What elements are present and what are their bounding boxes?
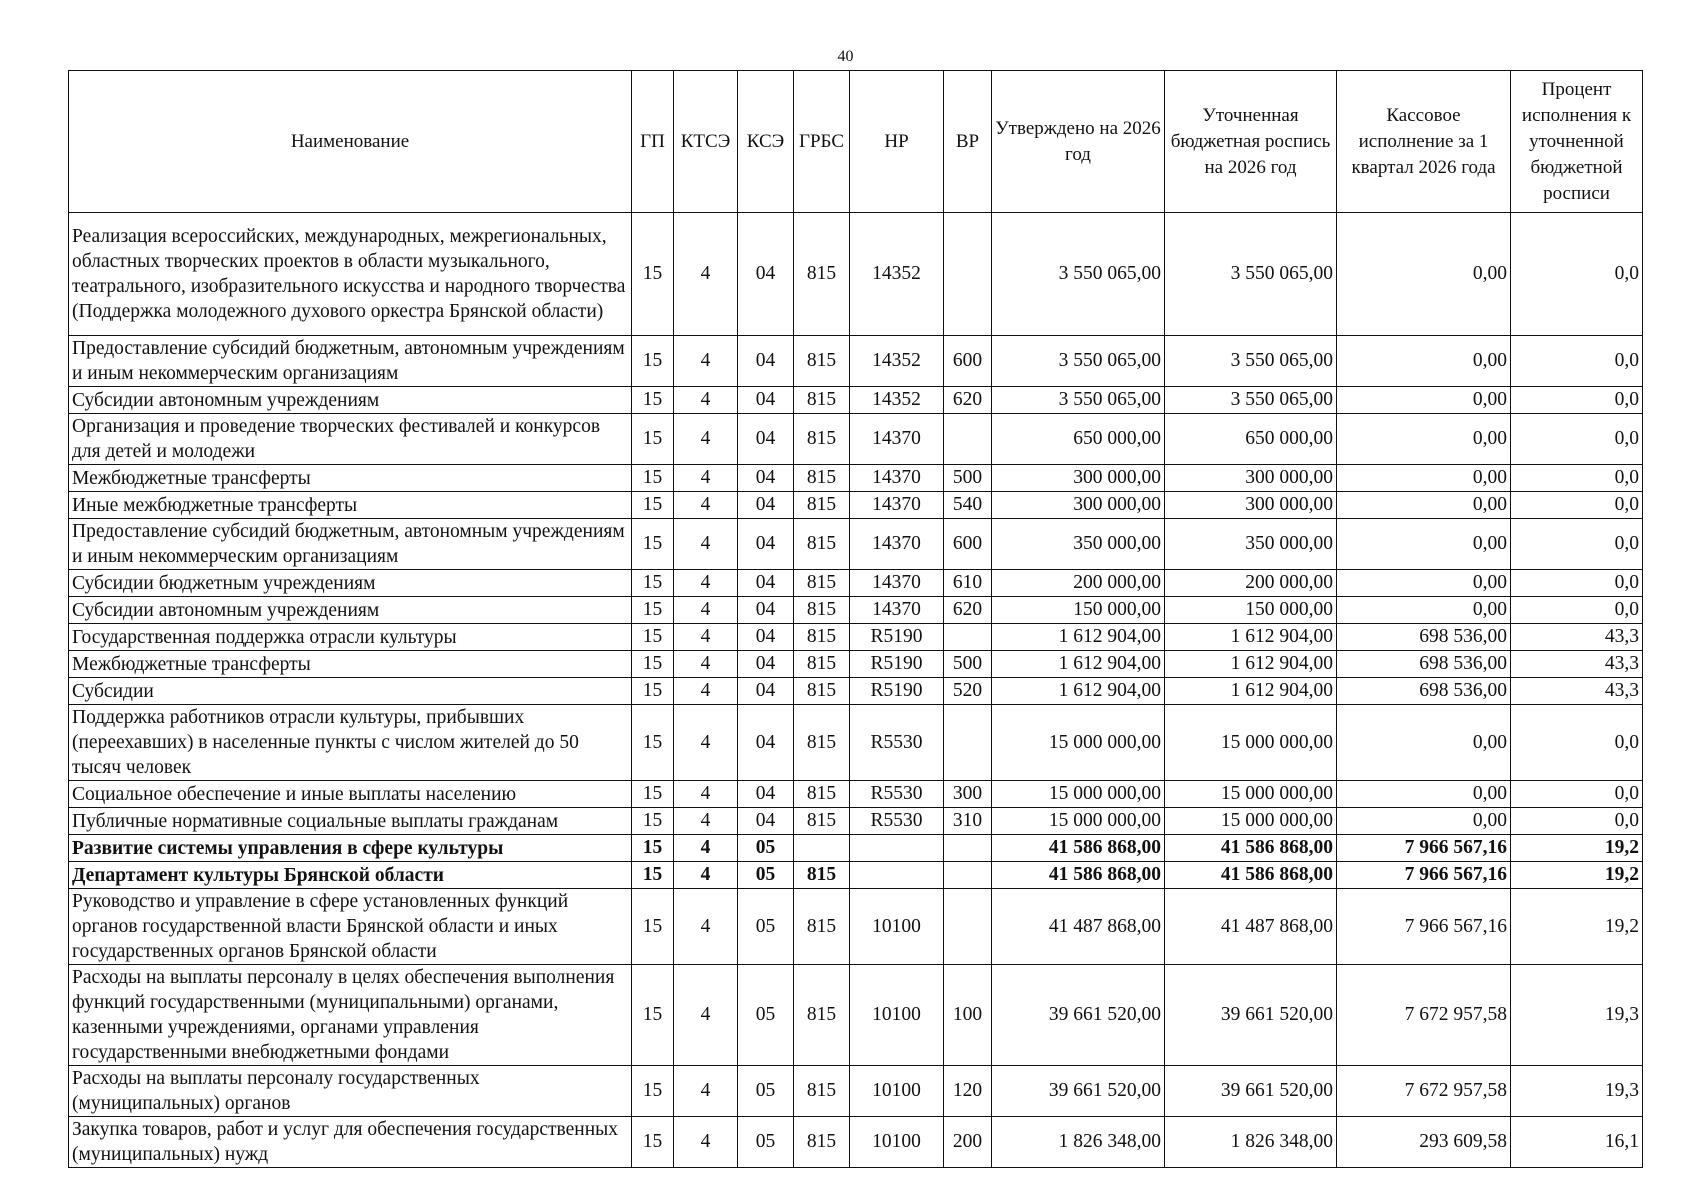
cell-executed: 7 966 567,16 bbox=[1337, 889, 1511, 965]
cell-name: Государственная поддержка отрасли культуры bbox=[69, 624, 632, 651]
cell-refined: 15 000 000,00 bbox=[1165, 705, 1337, 781]
cell-gp: 15 bbox=[632, 678, 674, 705]
cell-vr: 600 bbox=[944, 336, 992, 387]
cell-nr: 14370 bbox=[850, 570, 944, 597]
cell-executed: 0,00 bbox=[1337, 492, 1511, 519]
cell-kse: 04 bbox=[738, 519, 794, 570]
cell-grbs bbox=[794, 835, 850, 862]
cell-approved: 650 000,00 bbox=[992, 414, 1165, 465]
table-row bbox=[69, 387, 1643, 414]
header-executed: Кассовое исполнение за 1 квартал 2026 года bbox=[1337, 71, 1511, 213]
cell-nr: 10100 bbox=[850, 1117, 944, 1168]
cell-executed: 0,00 bbox=[1337, 465, 1511, 492]
cell-ktse: 4 bbox=[674, 597, 738, 624]
cell-approved: 41 586 868,00 bbox=[992, 862, 1165, 889]
header-refined: Уточненная бюджетная роспись на 2026 год bbox=[1165, 71, 1337, 213]
cell-nr: 10100 bbox=[850, 965, 944, 1066]
cell-refined: 650 000,00 bbox=[1165, 414, 1337, 465]
table-row bbox=[69, 624, 1643, 651]
cell-name: Департамент культуры Брянской области bbox=[69, 862, 632, 889]
cell-executed: 0,00 bbox=[1337, 570, 1511, 597]
cell-name: Закупка товаров, работ и услуг для обеспечения государственных (муниципальных) нужд bbox=[69, 1117, 632, 1168]
cell-approved: 41 487 868,00 bbox=[992, 889, 1165, 965]
cell-grbs: 815 bbox=[794, 336, 850, 387]
cell-percent: 0,0 bbox=[1511, 492, 1643, 519]
cell-executed: 7 672 957,58 bbox=[1337, 965, 1511, 1066]
cell-name: Предоставление субсидий бюджетным, автономным учреждениям и иным некоммерческим организациям bbox=[69, 336, 632, 387]
cell-executed: 0,00 bbox=[1337, 519, 1511, 570]
cell-ktse: 4 bbox=[674, 651, 738, 678]
cell-executed: 293 609,58 bbox=[1337, 1117, 1511, 1168]
cell-kse: 04 bbox=[738, 414, 794, 465]
cell-ktse: 4 bbox=[674, 965, 738, 1066]
cell-gp: 15 bbox=[632, 519, 674, 570]
table-row bbox=[69, 835, 1643, 862]
cell-ktse: 4 bbox=[674, 889, 738, 965]
cell-nr: R5530 bbox=[850, 808, 944, 835]
cell-approved: 350 000,00 bbox=[992, 519, 1165, 570]
table-row bbox=[69, 889, 1643, 965]
cell-ktse: 4 bbox=[674, 781, 738, 808]
cell-approved: 39 661 520,00 bbox=[992, 1066, 1165, 1117]
cell-name: Расходы на выплаты персоналу государственных (муниципальных) органов bbox=[69, 1066, 632, 1117]
cell-gp: 15 bbox=[632, 597, 674, 624]
cell-approved: 1 612 904,00 bbox=[992, 651, 1165, 678]
cell-gp: 15 bbox=[632, 465, 674, 492]
cell-percent: 0,0 bbox=[1511, 465, 1643, 492]
cell-gp: 15 bbox=[632, 1117, 674, 1168]
cell-grbs: 815 bbox=[794, 624, 850, 651]
cell-percent: 0,0 bbox=[1511, 570, 1643, 597]
cell-name: Развитие системы управления в сфере культуры bbox=[69, 835, 632, 862]
cell-name: Руководство и управление в сфере установленных функций органов государственной власти Брянской области и иных государственных органов Брянской области bbox=[69, 889, 632, 965]
header-nr: НР bbox=[850, 71, 944, 213]
cell-nr: 14352 bbox=[850, 387, 944, 414]
cell-gp: 15 bbox=[632, 1066, 674, 1117]
cell-nr bbox=[850, 835, 944, 862]
cell-percent: 0,0 bbox=[1511, 597, 1643, 624]
cell-kse: 04 bbox=[738, 624, 794, 651]
cell-refined: 1 612 904,00 bbox=[1165, 624, 1337, 651]
cell-grbs: 815 bbox=[794, 213, 850, 336]
table-row bbox=[69, 570, 1643, 597]
cell-kse: 04 bbox=[738, 387, 794, 414]
cell-kse: 04 bbox=[738, 597, 794, 624]
table-row bbox=[69, 492, 1643, 519]
cell-grbs: 815 bbox=[794, 492, 850, 519]
table-row bbox=[69, 519, 1643, 570]
cell-gp: 15 bbox=[632, 624, 674, 651]
table-row bbox=[69, 213, 1643, 336]
table-row bbox=[69, 705, 1643, 781]
cell-approved: 41 586 868,00 bbox=[992, 835, 1165, 862]
cell-refined: 3 550 065,00 bbox=[1165, 387, 1337, 414]
cell-grbs: 815 bbox=[794, 1117, 850, 1168]
cell-refined: 39 661 520,00 bbox=[1165, 965, 1337, 1066]
cell-executed: 698 536,00 bbox=[1337, 678, 1511, 705]
cell-refined: 1 612 904,00 bbox=[1165, 678, 1337, 705]
cell-refined: 300 000,00 bbox=[1165, 465, 1337, 492]
cell-kse: 05 bbox=[738, 862, 794, 889]
cell-nr: 10100 bbox=[850, 889, 944, 965]
cell-kse: 04 bbox=[738, 570, 794, 597]
cell-executed: 698 536,00 bbox=[1337, 624, 1511, 651]
cell-refined: 300 000,00 bbox=[1165, 492, 1337, 519]
cell-percent: 0,0 bbox=[1511, 519, 1643, 570]
cell-vr bbox=[944, 414, 992, 465]
cell-percent: 43,3 bbox=[1511, 624, 1643, 651]
cell-name: Публичные нормативные социальные выплаты гражданам bbox=[69, 808, 632, 835]
table-row bbox=[69, 651, 1643, 678]
cell-refined: 41 487 868,00 bbox=[1165, 889, 1337, 965]
cell-percent: 0,0 bbox=[1511, 781, 1643, 808]
cell-nr: 14370 bbox=[850, 414, 944, 465]
cell-grbs: 815 bbox=[794, 1066, 850, 1117]
cell-nr: 14370 bbox=[850, 465, 944, 492]
cell-percent: 0,0 bbox=[1511, 387, 1643, 414]
cell-executed: 0,00 bbox=[1337, 808, 1511, 835]
cell-approved: 39 661 520,00 bbox=[992, 965, 1165, 1066]
cell-vr: 100 bbox=[944, 965, 992, 1066]
cell-approved: 1 826 348,00 bbox=[992, 1117, 1165, 1168]
cell-refined: 15 000 000,00 bbox=[1165, 781, 1337, 808]
cell-gp: 15 bbox=[632, 835, 674, 862]
cell-kse: 05 bbox=[738, 1066, 794, 1117]
cell-ktse: 4 bbox=[674, 414, 738, 465]
cell-ktse: 4 bbox=[674, 1117, 738, 1168]
cell-percent: 0,0 bbox=[1511, 336, 1643, 387]
cell-grbs: 815 bbox=[794, 781, 850, 808]
cell-executed: 0,00 bbox=[1337, 213, 1511, 336]
cell-kse: 04 bbox=[738, 678, 794, 705]
cell-gp: 15 bbox=[632, 336, 674, 387]
cell-nr: R5530 bbox=[850, 781, 944, 808]
cell-kse: 04 bbox=[738, 336, 794, 387]
cell-approved: 150 000,00 bbox=[992, 597, 1165, 624]
cell-ktse: 4 bbox=[674, 624, 738, 651]
cell-name: Организация и проведение творческих фестивалей и конкурсов для детей и молодежи bbox=[69, 414, 632, 465]
cell-vr bbox=[944, 705, 992, 781]
cell-vr: 300 bbox=[944, 781, 992, 808]
cell-name: Поддержка работников отрасли культуры, прибывших (переехавших) в населенные пункты с числом жителей до 50 тысяч человек bbox=[69, 705, 632, 781]
cell-approved: 1 612 904,00 bbox=[992, 624, 1165, 651]
cell-approved: 300 000,00 bbox=[992, 465, 1165, 492]
cell-approved: 1 612 904,00 bbox=[992, 678, 1165, 705]
cell-grbs: 815 bbox=[794, 808, 850, 835]
cell-approved: 15 000 000,00 bbox=[992, 808, 1165, 835]
cell-grbs: 815 bbox=[794, 862, 850, 889]
table-row bbox=[69, 965, 1643, 1066]
cell-percent: 19,2 bbox=[1511, 835, 1643, 862]
cell-executed: 0,00 bbox=[1337, 387, 1511, 414]
cell-vr: 620 bbox=[944, 387, 992, 414]
cell-ktse: 4 bbox=[674, 705, 738, 781]
cell-gp: 15 bbox=[632, 862, 674, 889]
table-row bbox=[69, 808, 1643, 835]
cell-name: Иные межбюджетные трансферты bbox=[69, 492, 632, 519]
page-number: 40 bbox=[837, 48, 854, 65]
header-gp: ГП bbox=[632, 71, 674, 213]
cell-refined: 41 586 868,00 bbox=[1165, 835, 1337, 862]
cell-gp: 15 bbox=[632, 889, 674, 965]
cell-name: Предоставление субсидий бюджетным, автономным учреждениям и иным некоммерческим организациям bbox=[69, 519, 632, 570]
cell-grbs: 815 bbox=[794, 387, 850, 414]
cell-executed: 0,00 bbox=[1337, 336, 1511, 387]
cell-refined: 15 000 000,00 bbox=[1165, 808, 1337, 835]
cell-approved: 3 550 065,00 bbox=[992, 213, 1165, 336]
cell-approved: 3 550 065,00 bbox=[992, 336, 1165, 387]
cell-vr: 610 bbox=[944, 570, 992, 597]
header-ktse: КТСЭ bbox=[674, 71, 738, 213]
cell-ktse: 4 bbox=[674, 465, 738, 492]
cell-gp: 15 bbox=[632, 387, 674, 414]
cell-name: Межбюджетные трансферты bbox=[69, 465, 632, 492]
cell-grbs: 815 bbox=[794, 465, 850, 492]
cell-ktse: 4 bbox=[674, 1066, 738, 1117]
cell-ktse: 4 bbox=[674, 835, 738, 862]
cell-ktse: 4 bbox=[674, 336, 738, 387]
cell-nr: R5530 bbox=[850, 705, 944, 781]
table-row bbox=[69, 781, 1643, 808]
cell-kse: 05 bbox=[738, 1117, 794, 1168]
cell-vr: 310 bbox=[944, 808, 992, 835]
cell-nr: 14352 bbox=[850, 213, 944, 336]
table-row bbox=[69, 465, 1643, 492]
cell-percent: 43,3 bbox=[1511, 678, 1643, 705]
cell-percent: 19,3 bbox=[1511, 965, 1643, 1066]
cell-refined: 1 826 348,00 bbox=[1165, 1117, 1337, 1168]
cell-grbs: 815 bbox=[794, 597, 850, 624]
cell-kse: 04 bbox=[738, 213, 794, 336]
table-body bbox=[69, 213, 1643, 1168]
cell-ktse: 4 bbox=[674, 678, 738, 705]
cell-executed: 0,00 bbox=[1337, 781, 1511, 808]
cell-executed: 0,00 bbox=[1337, 705, 1511, 781]
cell-vr: 200 bbox=[944, 1117, 992, 1168]
cell-ktse: 4 bbox=[674, 519, 738, 570]
cell-vr: 620 bbox=[944, 597, 992, 624]
cell-vr: 600 bbox=[944, 519, 992, 570]
cell-vr bbox=[944, 835, 992, 862]
cell-kse: 05 bbox=[738, 889, 794, 965]
cell-percent: 19,2 bbox=[1511, 889, 1643, 965]
cell-grbs: 815 bbox=[794, 678, 850, 705]
cell-refined: 3 550 065,00 bbox=[1165, 213, 1337, 336]
cell-gp: 15 bbox=[632, 414, 674, 465]
cell-percent: 0,0 bbox=[1511, 414, 1643, 465]
cell-approved: 300 000,00 bbox=[992, 492, 1165, 519]
cell-refined: 3 550 065,00 bbox=[1165, 336, 1337, 387]
cell-approved: 15 000 000,00 bbox=[992, 705, 1165, 781]
cell-percent: 19,3 bbox=[1511, 1066, 1643, 1117]
cell-ktse: 4 bbox=[674, 213, 738, 336]
cell-vr: 520 bbox=[944, 678, 992, 705]
cell-gp: 15 bbox=[632, 781, 674, 808]
cell-gp: 15 bbox=[632, 965, 674, 1066]
cell-ktse: 4 bbox=[674, 808, 738, 835]
cell-grbs: 815 bbox=[794, 519, 850, 570]
cell-name: Субсидии бюджетным учреждениям bbox=[69, 570, 632, 597]
cell-name: Реализация всероссийских, международных, межрегиональных, областных творческих проектов в области музыкального, театрального, изобразительного искусства и народного творчества (Поддержка молодежного духового оркестра Брянской области) bbox=[69, 213, 632, 336]
header-row bbox=[69, 71, 1643, 213]
cell-ktse: 4 bbox=[674, 862, 738, 889]
cell-refined: 200 000,00 bbox=[1165, 570, 1337, 597]
cell-refined: 150 000,00 bbox=[1165, 597, 1337, 624]
cell-gp: 15 bbox=[632, 213, 674, 336]
cell-executed: 7 966 567,16 bbox=[1337, 835, 1511, 862]
cell-gp: 15 bbox=[632, 570, 674, 597]
cell-percent: 0,0 bbox=[1511, 808, 1643, 835]
cell-kse: 04 bbox=[738, 705, 794, 781]
cell-name: Социальное обеспечение и иные выплаты населению bbox=[69, 781, 632, 808]
header-grbs: ГРБС bbox=[794, 71, 850, 213]
cell-kse: 04 bbox=[738, 781, 794, 808]
table-row bbox=[69, 678, 1643, 705]
cell-nr: 14370 bbox=[850, 519, 944, 570]
cell-vr bbox=[944, 862, 992, 889]
cell-executed: 0,00 bbox=[1337, 597, 1511, 624]
cell-approved: 15 000 000,00 bbox=[992, 781, 1165, 808]
cell-executed: 7 966 567,16 bbox=[1337, 862, 1511, 889]
header-approved: Утверждено на 2026 год bbox=[992, 71, 1165, 213]
cell-percent: 16,1 bbox=[1511, 1117, 1643, 1168]
cell-nr: 14370 bbox=[850, 597, 944, 624]
cell-name: Субсидии автономным учреждениям bbox=[69, 597, 632, 624]
cell-name: Расходы на выплаты персоналу в целях обеспечения выполнения функций государственными (муниципальными) органами, казенными учреждениями, органами управления государственными внебюджетными фондами bbox=[69, 965, 632, 1066]
cell-gp: 15 bbox=[632, 651, 674, 678]
cell-vr: 500 bbox=[944, 465, 992, 492]
cell-approved: 200 000,00 bbox=[992, 570, 1165, 597]
table-row bbox=[69, 597, 1643, 624]
table-row bbox=[69, 414, 1643, 465]
cell-ktse: 4 bbox=[674, 570, 738, 597]
cell-nr: R5190 bbox=[850, 624, 944, 651]
cell-vr: 120 bbox=[944, 1066, 992, 1117]
cell-nr: R5190 bbox=[850, 651, 944, 678]
cell-percent: 0,0 bbox=[1511, 213, 1643, 336]
cell-percent: 0,0 bbox=[1511, 705, 1643, 781]
cell-ktse: 4 bbox=[674, 492, 738, 519]
cell-approved: 3 550 065,00 bbox=[992, 387, 1165, 414]
header-percent: Процент исполнения к уточненной бюджетной росписи bbox=[1511, 71, 1643, 213]
budget-execution-table bbox=[68, 70, 1643, 1168]
cell-ktse: 4 bbox=[674, 387, 738, 414]
cell-kse: 04 bbox=[738, 492, 794, 519]
cell-grbs: 815 bbox=[794, 570, 850, 597]
cell-vr: 540 bbox=[944, 492, 992, 519]
header-vr: ВР bbox=[944, 71, 992, 213]
header-kse: КСЭ bbox=[738, 71, 794, 213]
cell-refined: 1 612 904,00 bbox=[1165, 651, 1337, 678]
cell-vr bbox=[944, 213, 992, 336]
cell-gp: 15 bbox=[632, 808, 674, 835]
cell-gp: 15 bbox=[632, 492, 674, 519]
cell-vr bbox=[944, 889, 992, 965]
cell-name: Межбюджетные трансферты bbox=[69, 651, 632, 678]
cell-kse: 04 bbox=[738, 651, 794, 678]
cell-grbs: 815 bbox=[794, 651, 850, 678]
cell-nr: 14370 bbox=[850, 492, 944, 519]
cell-percent: 19,2 bbox=[1511, 862, 1643, 889]
table-row bbox=[69, 1066, 1643, 1117]
cell-nr bbox=[850, 862, 944, 889]
cell-grbs: 815 bbox=[794, 414, 850, 465]
cell-executed: 0,00 bbox=[1337, 414, 1511, 465]
cell-nr: R5190 bbox=[850, 678, 944, 705]
cell-grbs: 815 bbox=[794, 705, 850, 781]
cell-kse: 04 bbox=[738, 465, 794, 492]
cell-nr: 14352 bbox=[850, 336, 944, 387]
cell-vr: 500 bbox=[944, 651, 992, 678]
cell-vr bbox=[944, 624, 992, 651]
cell-executed: 698 536,00 bbox=[1337, 651, 1511, 678]
cell-kse: 04 bbox=[738, 808, 794, 835]
cell-kse: 05 bbox=[738, 835, 794, 862]
cell-gp: 15 bbox=[632, 705, 674, 781]
cell-kse: 05 bbox=[738, 965, 794, 1066]
cell-grbs: 815 bbox=[794, 965, 850, 1066]
header-name: Наименование bbox=[69, 71, 632, 213]
cell-refined: 39 661 520,00 bbox=[1165, 1066, 1337, 1117]
cell-percent: 43,3 bbox=[1511, 651, 1643, 678]
cell-refined: 41 586 868,00 bbox=[1165, 862, 1337, 889]
cell-name: Субсидии автономным учреждениям bbox=[69, 387, 632, 414]
table-row bbox=[69, 862, 1643, 889]
cell-executed: 7 672 957,58 bbox=[1337, 1066, 1511, 1117]
cell-grbs: 815 bbox=[794, 889, 850, 965]
cell-nr: 10100 bbox=[850, 1066, 944, 1117]
cell-refined: 350 000,00 bbox=[1165, 519, 1337, 570]
table-row bbox=[69, 1117, 1643, 1168]
cell-name: Субсидии bbox=[69, 678, 632, 705]
table-row bbox=[69, 336, 1643, 387]
